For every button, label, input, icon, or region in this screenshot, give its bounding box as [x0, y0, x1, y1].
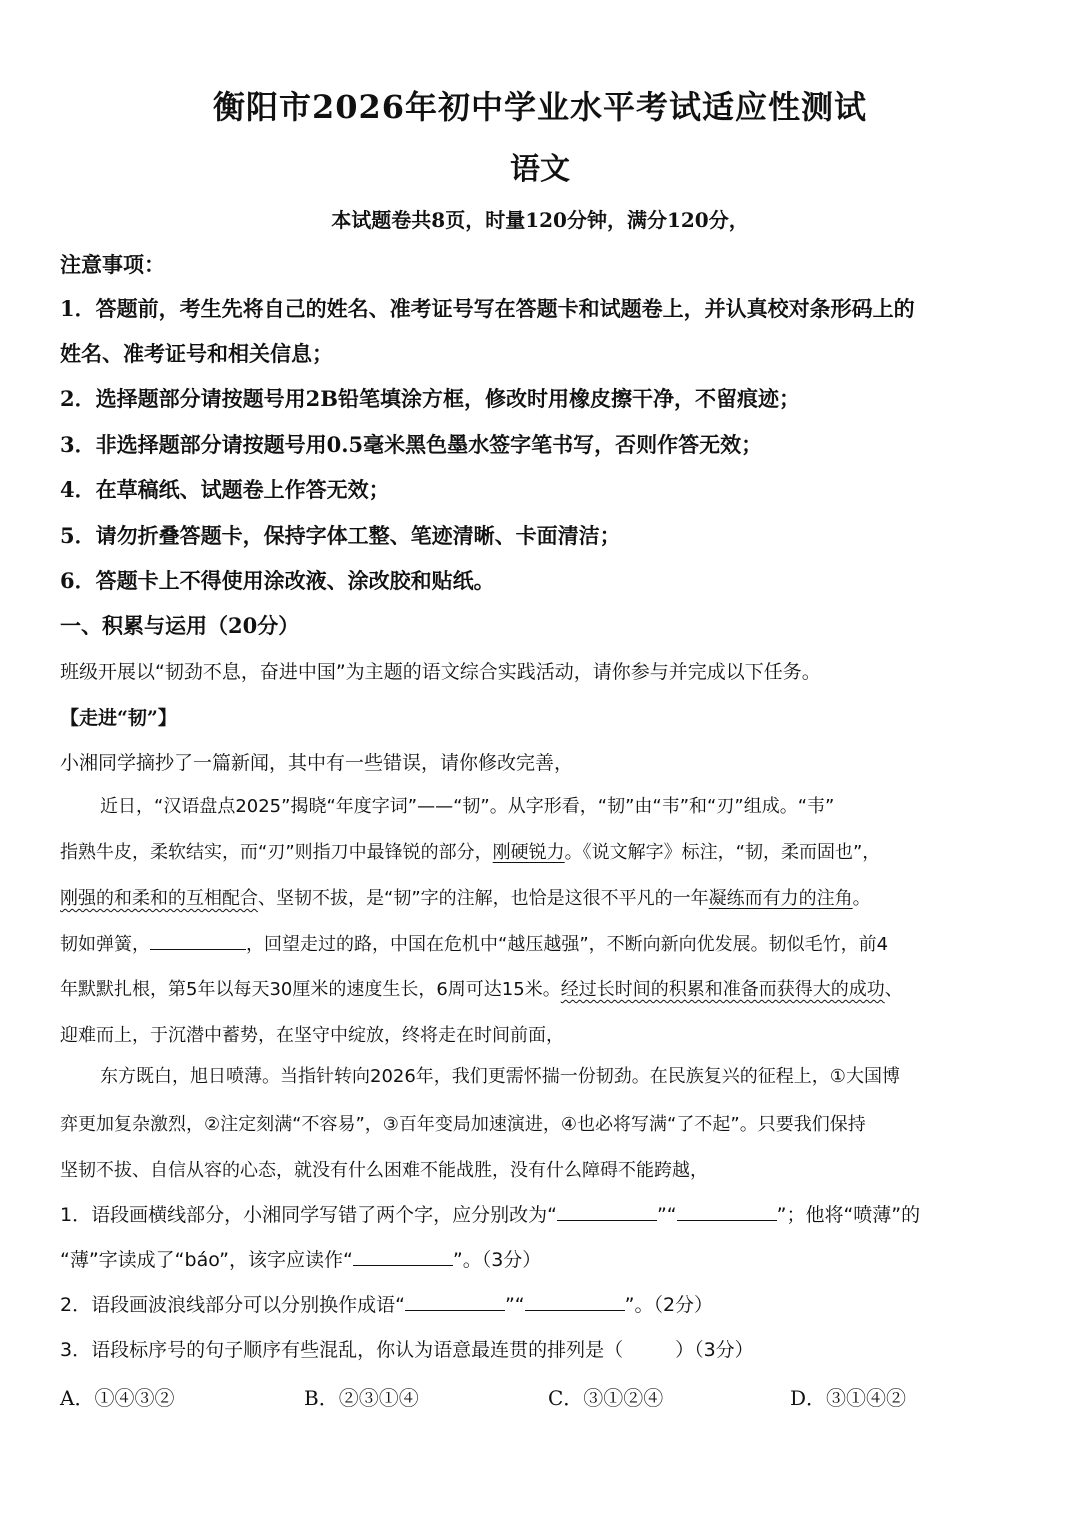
passage-text: 、	[884, 979, 903, 1000]
answer-blank[interactable]	[353, 1245, 453, 1266]
underlined-text: 刚硬锐力	[492, 842, 565, 863]
answer-blank[interactable]	[677, 1200, 777, 1221]
passage-line	[60, 929, 1044, 956]
wavy-underlined-text: 刚强的和柔和的互相配合	[60, 888, 258, 909]
question-text: 3．语段标序号的句子顺序有些混乱，你认为语意最连贯的排列是（	[60, 1339, 624, 1361]
passage-text: 指熟牛皮，柔软结实，而“刃”则指刀中最锋锐的部分，	[60, 842, 493, 863]
underlined-text: 凝练而有力的注角	[708, 888, 853, 909]
question-text: ）（3分）	[675, 1339, 754, 1361]
task-intro: 小湘同学摘抄了一篇新闻，其中有一些错误，请你修改完善，	[60, 752, 574, 774]
question-text: 1．语段画横线部分，小湘同学写错了两个字，应分别改为“	[60, 1204, 557, 1226]
passage-line	[60, 838, 1044, 864]
option-c[interactable]: C．③①②④	[548, 1386, 664, 1410]
note-item-2: 2．选择题部分请按题号用2B铅笔填涂方框，修改时用橡皮擦干净，不留痕迹；	[60, 386, 800, 411]
note-item-1a: 1．答题前，考生先将自己的姓名、准考证号写在答题卡和试题卷上，并认真校对条形码上的	[60, 296, 915, 321]
passage-line: 坚韧不拔、自信从容的心态，就没有什么困难不能战胜，没有什么障碍不能跨越，	[60, 1160, 708, 1181]
passage-line	[60, 884, 1044, 910]
question-2	[60, 1290, 1040, 1320]
question-text: ”“	[656, 1204, 677, 1226]
passage-line: 弈更加复杂激烈，②注定刻满“不容易”，③百年变局加速演进，④也必将写满“了不起”。只要我们保持	[60, 1114, 866, 1135]
section-heading: 一、积累与运用（20分）	[60, 613, 300, 638]
note-item-3: 3．非选择题部分请按题号用0.5毫米黑色墨水签字笔书写，否则作答无效；	[60, 432, 763, 457]
notes-heading: 注意事项：	[60, 252, 165, 277]
passage-text: 、坚韧不拔，是“韧”字的注解，也恰是这很不平凡的一年	[258, 888, 709, 909]
question-text: ”。（3分）	[452, 1249, 542, 1271]
passage-text: 年默默扎根，第5年以每天30厘米的速度生长，6周可达15米。	[60, 979, 561, 1000]
passage-text: 。	[852, 888, 871, 909]
question-text: “薄”字读成了“báo”，该字应读作“	[60, 1249, 353, 1271]
exam-title: 衡阳市2026年初中学业水平考试适应性测试	[212, 88, 868, 126]
passage-line	[60, 975, 1044, 1001]
exam-meta: 本试题卷共8页，时量120分钟，满分120分，	[331, 208, 749, 232]
question-text: ”；他将“喷薄”的	[776, 1204, 921, 1226]
passage-line: 东方既白，旭日喷薄。当指针转向2026年，我们更需怀揣一份韧劲。在民族复兴的征程上，①大国博	[100, 1066, 900, 1087]
answer-blank[interactable]	[405, 1290, 505, 1311]
answer-blank[interactable]	[150, 929, 246, 950]
question-text: ”“	[504, 1294, 525, 1316]
option-b[interactable]: B．②③①④	[304, 1386, 419, 1410]
passage-line: 迎难而上，于沉潜中蓄势，在坚守中绽放，终将走在时间前面，	[60, 1025, 564, 1046]
section-intro: 班级开展以“韧劲不息，奋进中国”为主题的语文综合实践活动，请你参与并完成以下任务。	[60, 661, 821, 683]
note-item-5: 5．请勿折叠答题卡，保持字体工整、笔迹清晰、卡面清洁；	[60, 523, 621, 548]
answer-blank[interactable]	[525, 1290, 625, 1311]
note-item-1b: 姓名、准考证号和相关信息；	[60, 341, 333, 366]
note-item-6: 6．答题卡上不得使用涂改液、涂改胶和贴纸。	[60, 568, 495, 593]
wavy-underlined-text: 经过长时间的积累和准备而获得大的成功	[560, 979, 885, 1000]
option-d[interactable]: D．③①④②	[790, 1386, 907, 1410]
question-text: 2．语段画波浪线部分可以分别换作成语“	[60, 1294, 405, 1316]
question-1-cont	[60, 1245, 1040, 1275]
subject-title: 语文	[510, 152, 570, 187]
note-item-4: 4．在草稿纸、试题卷上作答无效；	[60, 477, 390, 502]
passage-line: 近日，“汉语盘点2025”揭晓“年度字词”——“韧”。从字形看，“韧”由“韦”和“刃”组成。“韦”	[100, 796, 835, 817]
passage-text: ，回望走过的路，中国在危机中“越压越强”，不断向新向优发展。韧似毛竹，前4	[246, 934, 889, 955]
question-text: ”。（2分）	[624, 1294, 714, 1316]
passage-text: 韧如弹簧，	[60, 934, 150, 955]
task-title: 【走进“韧”】	[60, 707, 177, 729]
question-3	[60, 1335, 1040, 1365]
answer-blank[interactable]	[557, 1200, 657, 1221]
passage-text: 。《说文解字》标注，“韧，柔而固也”，	[564, 842, 881, 863]
option-a[interactable]: A．①④③②	[60, 1386, 175, 1410]
question-1	[60, 1200, 1040, 1230]
